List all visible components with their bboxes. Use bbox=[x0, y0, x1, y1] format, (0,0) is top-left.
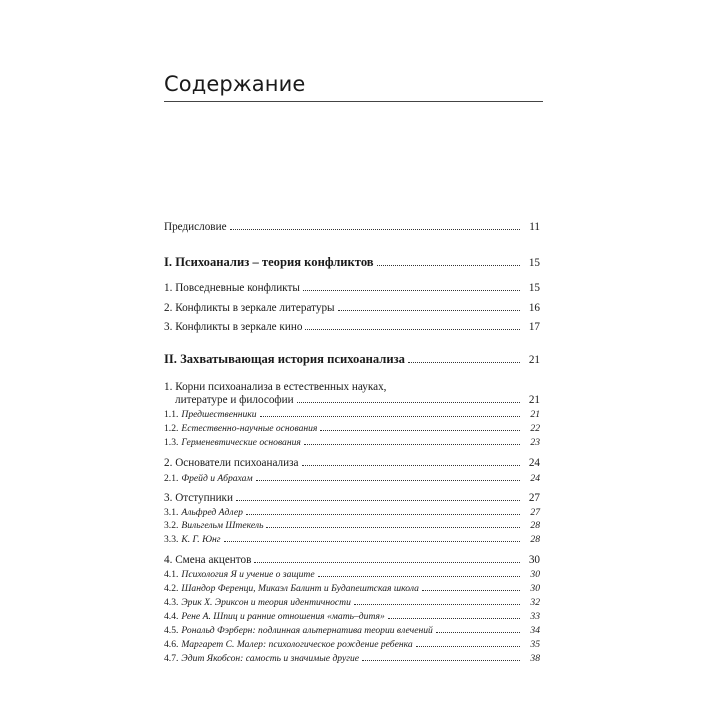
dot-leader bbox=[408, 361, 520, 363]
toc-page-number: 23 bbox=[530, 437, 540, 448]
toc-subentry-text bbox=[164, 597, 354, 608]
toc-subentry-text bbox=[164, 569, 318, 580]
toc-page-number: 33 bbox=[530, 611, 540, 622]
toc-page-number: 35 bbox=[530, 639, 540, 650]
toc-subentry-title: Герменевтические основания bbox=[181, 437, 301, 448]
toc-entry-text: 4. Смена акцентов bbox=[164, 554, 252, 566]
toc-subentry-text bbox=[164, 639, 416, 650]
toc-page-number: 24 bbox=[528, 457, 540, 469]
dot-leader bbox=[320, 429, 520, 431]
toc-subentry-number: 3.2. bbox=[164, 520, 179, 531]
toc-page-number: 27 bbox=[528, 492, 540, 504]
toc-page-number: 21 bbox=[528, 354, 540, 366]
dot-leader bbox=[377, 264, 520, 266]
toc-subentry-title: Эрик Х. Эриксон и теория идентичности bbox=[181, 597, 351, 608]
toc-page-number: 38 bbox=[530, 653, 540, 664]
dot-leader bbox=[318, 575, 520, 577]
toc-subentry-title: Рональд Фэрберн: подлинная альтернатива теории влечений bbox=[181, 625, 433, 636]
dot-leader bbox=[422, 589, 520, 591]
toc-subentry[interactable] bbox=[164, 534, 540, 545]
toc-subentry-number: 4.4. bbox=[164, 611, 179, 622]
toc-page-number: 11 bbox=[529, 221, 540, 233]
dot-leader bbox=[297, 401, 520, 403]
title-divider bbox=[164, 101, 543, 102]
toc-subentry-number: 4.3. bbox=[164, 597, 179, 608]
dot-leader bbox=[266, 526, 520, 528]
toc-subentry-title: Вильгельм Штекель bbox=[181, 520, 264, 531]
toc-subentry[interactable] bbox=[164, 473, 540, 484]
dot-leader bbox=[304, 443, 520, 445]
toc-entry[interactable] bbox=[164, 492, 540, 504]
toc-subentry[interactable] bbox=[164, 611, 540, 622]
toc-entry[interactable] bbox=[164, 282, 540, 294]
dot-leader bbox=[256, 479, 520, 481]
dot-leader bbox=[338, 309, 520, 311]
toc-page-number: 21 bbox=[528, 394, 540, 406]
toc-entry-text: 1. Корни психоанализа в естественных науках, bbox=[164, 381, 387, 393]
toc-entry-text: 3. Отступники bbox=[164, 492, 233, 504]
toc-section-2[interactable] bbox=[164, 352, 540, 367]
toc-subentry-text bbox=[164, 507, 246, 518]
toc-entry-text: 2. Основатели психоанализа bbox=[164, 457, 299, 469]
toc-entry[interactable] bbox=[164, 302, 540, 314]
toc-page-number: 27 bbox=[530, 507, 540, 518]
toc-subentry[interactable] bbox=[164, 625, 540, 636]
toc-page-number: 32 bbox=[530, 597, 540, 608]
toc-subentry-title: Предшественники bbox=[181, 409, 257, 420]
dot-leader bbox=[436, 631, 520, 633]
toc-subentry-number: 4.5. bbox=[164, 625, 179, 636]
toc-subentry-title: Альфред Адлер bbox=[181, 507, 243, 518]
dot-leader bbox=[230, 228, 520, 230]
toc-subentry-number: 3.3. bbox=[164, 534, 179, 545]
toc-subentry-title: Маргарет С. Малер: психологическое рождение ребенка bbox=[181, 639, 413, 650]
toc-subentry-number: 1.2. bbox=[164, 423, 179, 434]
dot-leader bbox=[236, 499, 520, 501]
toc-subentry-text bbox=[164, 473, 256, 484]
toc-subentry-number: 4.2. bbox=[164, 583, 179, 594]
toc-page-number: 16 bbox=[528, 302, 540, 314]
toc-subentry-title: Шандор Ференци, Микаэл Балинт и Будапештская школа bbox=[181, 583, 419, 594]
toc-page-number: 15 bbox=[528, 257, 540, 269]
page-title: Содержание bbox=[164, 72, 306, 96]
toc-page-number: 30 bbox=[530, 569, 540, 580]
toc-subentry[interactable] bbox=[164, 507, 540, 518]
toc-subentry-text bbox=[164, 409, 260, 420]
dot-leader bbox=[362, 659, 520, 661]
toc-page-number: 30 bbox=[530, 583, 540, 594]
toc-entry-multiline-first[interactable] bbox=[164, 381, 540, 393]
toc-subentry[interactable] bbox=[164, 520, 540, 531]
toc-entry-text: литературе и философии bbox=[175, 394, 294, 406]
toc-page-number: 28 bbox=[530, 520, 540, 531]
toc-subentry-text bbox=[164, 437, 304, 448]
toc-subentry-number: 2.1. bbox=[164, 473, 179, 484]
toc-subentry-number: 3.1. bbox=[164, 507, 179, 518]
toc-subentry-text bbox=[164, 625, 436, 636]
dot-leader bbox=[354, 603, 520, 605]
toc-subentry-text bbox=[164, 534, 224, 545]
toc-entry[interactable] bbox=[164, 457, 540, 469]
toc-subentry[interactable] bbox=[164, 409, 540, 420]
toc-page-number: 21 bbox=[530, 409, 540, 420]
toc-subentry-title: Эдит Якобсон: самость и значимые другие bbox=[181, 653, 360, 664]
toc-subentry[interactable] bbox=[164, 653, 540, 664]
dot-leader bbox=[260, 415, 520, 417]
toc-subentry-text bbox=[164, 653, 362, 664]
dot-leader bbox=[246, 513, 520, 515]
toc-subentry-number: 1.1. bbox=[164, 409, 179, 420]
toc-entry[interactable] bbox=[164, 554, 540, 566]
toc-page-number: 28 bbox=[530, 534, 540, 545]
toc-subentry-number: 1.3. bbox=[164, 437, 179, 448]
toc-page-number: 17 bbox=[528, 321, 540, 333]
toc-subentry[interactable] bbox=[164, 597, 540, 608]
toc-entry[interactable] bbox=[164, 321, 540, 333]
toc-subentry[interactable] bbox=[164, 639, 540, 650]
toc-entry-text: 3. Конфликты в зеркале кино bbox=[164, 321, 303, 333]
toc-subentry-title: К. Г. Юнг bbox=[181, 534, 221, 545]
toc-entry-preface[interactable] bbox=[164, 221, 540, 233]
toc-subentry-text bbox=[164, 583, 422, 594]
toc-entry-text: 2. Конфликты в зеркале литературы bbox=[164, 302, 335, 314]
toc-subentry-number: 4.7. bbox=[164, 653, 179, 664]
toc-subentry-number: 4.1. bbox=[164, 569, 179, 580]
toc-subentry[interactable] bbox=[164, 569, 540, 580]
dot-leader bbox=[388, 617, 520, 619]
toc-subentry-title: Фрейд и Абрахам bbox=[181, 473, 253, 484]
dot-leader bbox=[305, 328, 520, 330]
toc-page-number: 22 bbox=[530, 423, 540, 434]
toc-subentry-text bbox=[164, 423, 320, 434]
dot-leader bbox=[254, 561, 520, 563]
toc-subentry[interactable] bbox=[164, 583, 540, 594]
toc-page-number: 34 bbox=[530, 625, 540, 636]
dot-leader bbox=[224, 540, 521, 542]
toc-section-title: II. Захватывающая история психоанализа bbox=[164, 352, 405, 366]
toc-page-number: 15 bbox=[528, 282, 540, 294]
dot-leader bbox=[416, 645, 520, 647]
toc-page-number: 30 bbox=[528, 554, 540, 566]
toc-section-1[interactable] bbox=[164, 255, 540, 270]
toc-entry-text: 1. Повседневные конфликты bbox=[164, 282, 300, 294]
toc-subentry[interactable] bbox=[164, 437, 540, 448]
toc-entry-multiline-cont[interactable] bbox=[164, 394, 540, 406]
toc-subentry-title: Естественно-научные основания bbox=[181, 423, 318, 434]
toc-subentry-text bbox=[164, 611, 388, 622]
toc-entry-text: Предисловие bbox=[164, 221, 227, 233]
toc-subentry-text bbox=[164, 520, 266, 531]
toc-subentry[interactable] bbox=[164, 423, 540, 434]
dot-leader bbox=[302, 464, 520, 466]
toc-subentry-title: Рене А. Шпиц и ранние отношения «мать–дитя» bbox=[181, 611, 385, 622]
toc-subentry-number: 4.6. bbox=[164, 639, 179, 650]
dot-leader bbox=[303, 289, 520, 291]
toc-subentry-title: Психология Я и учение о защите bbox=[181, 569, 315, 580]
toc-page-number: 24 bbox=[530, 473, 540, 484]
toc-section-title: I. Психоанализ – теория конфликтов bbox=[164, 255, 374, 269]
